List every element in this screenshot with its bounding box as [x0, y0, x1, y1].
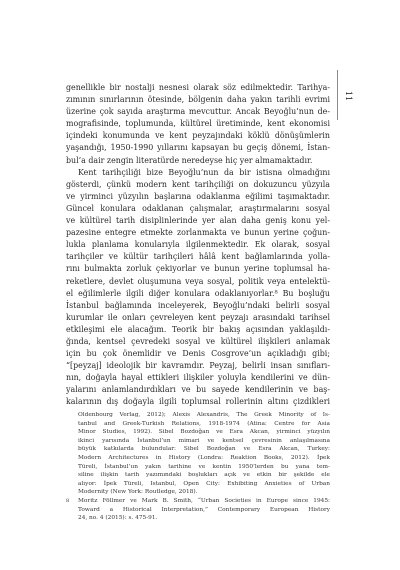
footnotes [66, 411, 330, 523]
footnote [66, 497, 330, 523]
body-line: bul’a dair zengin literatürde neredeyse hiç yer almamaktadır. [66, 155, 313, 165]
footnote-line: alıyor: İpek Türeli, Istanbul, Open City: Exhibiting Anxieties of Urban [78, 480, 330, 487]
body-line: için bu çok önemlidir ve Denis Cosgrove’un açıkladığı gibi; [66, 349, 330, 359]
body-line: el eğilimlerle ilgili diğer konulara odaklanıyorlar.⁸ Bu boşluğu [66, 288, 330, 298]
body-line: nın, doğayla hayal ettikleri ilişkiler yoluyla kendilerini ve dün- [66, 373, 330, 383]
footnote-line: 24, no. 4 (2015): s. 475-91. [78, 515, 158, 522]
body-line: Güncel konulara odaklanan çalışmalar, araştırmalarını sosyal [66, 203, 330, 213]
body-line: İstanbul bağlamında inceleyerek, Beyoğlu’ndaki belirli sosyal [66, 300, 330, 310]
body-line: yaşandığı, 1950-1990 yıllarını kapsayan bu geçiş dönemi, İstan- [66, 143, 330, 153]
body-line: genellikle bir nostalji nesnesi olarak söz edilmektedir. Tarihya- [66, 83, 330, 92]
footnote-line: ikinci yarısında İstanbul’un mimari ve kentsel çevresinin anlaşılmasına [78, 437, 330, 444]
body-line: ve kültürel tarih disiplinlerinde yer alan daha geniş konu yel- [66, 216, 330, 226]
body-line: kalarının dış doğayla ilgili toplumsal rollerinin altını çizdikleri [66, 397, 330, 407]
body-line: etkileşimi ele alacağım. Teorik bir bakış açısından yaklaşıldı- [66, 324, 330, 334]
body-line: içindeki konumunda ve kent peyzajındaki köklü dönüşümlerin [66, 131, 330, 141]
body-line: zımının sınırlarının ötesinde, bölgenin daha yakın tarihli evrimi [66, 95, 330, 105]
body-line: gösterdi, çünkü modern kent tarihçiliği on dokuzuncu yüzyıla [66, 179, 330, 189]
footnote-line: Moritz Föllmer ve Mark B. Smith, “Urban Societies in Europe since 1945: [78, 497, 330, 504]
footnote-number: 8 [66, 497, 70, 504]
footnote [66, 411, 330, 497]
body-line: lukla planlama konularıyla ilgilenmektedir. Ek olarak, sosyal [66, 240, 330, 250]
body-line: yalarını anlamlandırdıkları ve bu sayede kendilerinin ve baş- [66, 385, 330, 395]
footnote-line: Modernity (New York: Routledge, 2018). [78, 489, 198, 496]
footnote-line: Modern Architectures in History (Londra: Reaktion Books, 2012). İpek [78, 454, 330, 461]
footnote-line: siline ilişkin tarih yazımındaki boşlukları açık ve etkin bir şekilde ele [78, 472, 330, 479]
footnote-line: büyük katkılarda bulundular: Sibel Bozdoğan ve Esra Akcan, Turkey: [78, 446, 330, 453]
body-line: Kent tarihçiliği bize Beyoğlu’nun da bir istisna olmadığını [78, 167, 330, 177]
body-line: kurumlar ile onları çevreleyen kent peyzajı arasındaki tarihsel [66, 312, 330, 322]
body-line: rını bulmakta zorluk çekiyorlar ve bunun yerine toplumsal ha- [66, 264, 330, 274]
body-line: “[peyzaj] ideolojik bir kavramdır. Peyzaj, belirli insan sınıfları- [66, 361, 330, 371]
body-line: reketlere, devlet oluşumuna veya sosyal, politik veya entelektü- [66, 276, 330, 286]
page-number: 11 [344, 90, 354, 102]
footnote-line: Türeli, İstanbul’un yakın tarihine ve kentin 1950’lerden bu yana tem- [78, 463, 330, 470]
body-line: mografisinde, toplumunda, kültürel üretiminde, kent ekonomisi [66, 119, 330, 129]
footnote-line: Oldenbourg Verlag, 2012); Alexis Alexandris, The Greek Minority of Is- [78, 412, 330, 418]
body-line: ğında, kentsel çevredeki sosyal ve kültürel ilişkileri anlamak [66, 336, 330, 346]
body-line: ve yirminci yüzyılın başlarına odaklanma eğilimi taşımaktadır. [66, 191, 330, 201]
footnote-line: Minor Studies, 1992). Sibel Bozdoğan ve Esra Akcan, yirminci yüzyılın [78, 429, 330, 436]
body-line: üzerine çok sayıda araştırma mevcuttur. Ancak Beyoğlu’nun de- [66, 107, 330, 117]
body-line: pazesine entegre etmekte zorlanmakta ve bunun yerine çoğun- [66, 228, 330, 238]
footnote-line: tanbul and Greek-Turkish Relations, 1918-1974 (Atina: Centre for Asia [78, 420, 330, 427]
footnote-line: Toward a Historical Interpretation,” Contemporary European History [78, 506, 330, 513]
body-line: tarihçiler ve kültür tarihçileri hâlâ kent bağlamlarında yolla- [66, 252, 330, 262]
body-text [66, 82, 330, 409]
page-number-rule [337, 70, 338, 120]
